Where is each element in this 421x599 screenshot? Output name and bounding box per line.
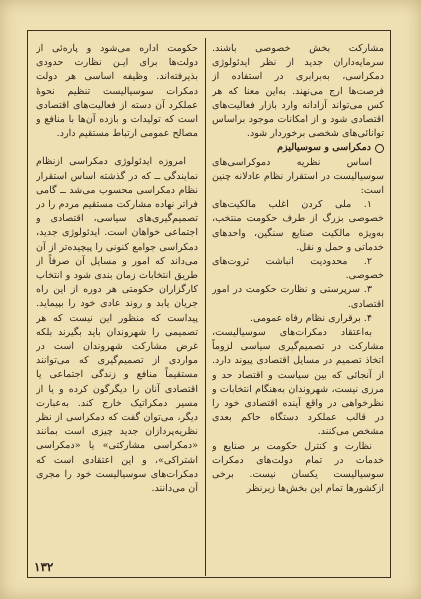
left-paragraph-2: امروزه ایدئولوژی دمکراسی ازنظام نمایندگی ــ که در گذشته اساس استقرار نظام دمکراسی محسوب می‌شد ــ گامی فراتر نهاده مشارکت مستقیم مردم را در تصمیم‌گیری‌های سیاسی، اقتصادی و اجتماعی خواهان است. ایدئولوژی جدید، دمکراسی جوامع کنونی را پیچیده‌تر از آن می‌داند که امور و مسایل آن صرفاً از طریق انتخابات زمان بندی شود و انتخاب کارگزاران حکومتی هر دوره از این راه جریان یابد و روند عادی خود را بپیماید. پیداست که منظور این نیست که هر تصمیمی را شهروندان باید بگیرند بلکه غرض مشارکت شهروندان است در مواردی از تصمیم‌گیری که می‌توانند مستقیماً منافع و زندگی اجتماعی یا اقتصادی آنان را دیگرگون کرده و یا از مسیر دمکراتیک خارج کند. به‌عبارت دیگر، می‌توان گفت که دمکراسی از نظر نظریه‌پردازان جدید چیزی است بمانند «دمکراسی مشارکتی» یا «دمکراسی اشتراکی»، و این اعتقادی است که دمکرات‌های سوسیالیست خود را مجری آن می‌دانند. (36, 156, 198, 495)
list-item-2: ۲. محدودیت انباشت ثروت‌های خصوصی. (212, 256, 384, 282)
circle-bullet-icon (375, 144, 384, 153)
right-paragraph-1: مشارکت بخش خصوصی باشند. سرمایه‌داران جدید از نظر ایدئولوژی دمکراسی، به‌برابری در استفاده از فرصت‌ها ارج می‌نهند. به‌این معنا که هر کس می‌تواند آزادانه وارد بازار فعالیت‌های اقتصادی شود و از امکانات موجود براساس توانائی‌های شخصی برخوردار شود. (212, 43, 384, 140)
list-item-1: ۱. ملی کردن اغلب مالکیت‌های خصوصی بزرگ از طرف حکومت منتخب، به‌ویژه مالکیت صنایع سنگین، واحدهای خدماتی و حمل و نقل. (212, 199, 384, 253)
right-paragraph-2: به‌اعتقاد دمکرات‌های سوسیالیست، مشارکت در تصمیم‌گیری سیاسی لزوماً اتخاذ تصمیم در مسایل اقتصادی پیوند دارد. از آنجائی که بین سیاست و اقتصاد حد و مرزی نیست، شهروندان به‌هنگام انتخابات و نظرخواهی در واقع آینده اقتصادی خود را در قالب عملکرد دستگاه حاکم بعدی مشخص می‌کنند. (212, 327, 384, 438)
right-paragraph-3: نظارت و کنترل حکومت بر صنایع و خدمات در تمام دولت‌های دمکرات سوسیالیست یکسان نیست. برخی ازکشورها تمام این بخش‌ها زیرنظر (212, 440, 384, 495)
left-column (36, 42, 198, 572)
list-item-3: ۳. سرپرستی و نظارت حکومت در امور اقتصادی. (212, 284, 384, 310)
list-item-4: ۴. برقراری نظام رفاه عمومی. (249, 312, 372, 324)
column-divider (205, 38, 206, 576)
right-column (212, 42, 384, 572)
section-heading (212, 141, 384, 155)
section-heading-text: دمکراسی و سوسیالیزم (277, 142, 371, 154)
right-intro: اساس نظریه دموکراسی‌های سوسیالیست در استقرار نظام عادلانه چنین است: (212, 156, 384, 197)
page-number: ۱۳۲ (34, 560, 54, 574)
left-paragraph-1: حکومت اداره می‌شود و پاره‌ئی از دولت‌ها برای ایـن نظارت حدودی بذیرفته‌اند. وظیفه اساسی هر دولت دمکرات سوسیالیست تنظیم نحوهٔ عملکرد آن دسته از فعالیت‌های اقتصادی است که تولیدات و بازده آن‌ها با منافع و مصالح عمومی ارتباط مستقیم دارد. (36, 43, 198, 140)
